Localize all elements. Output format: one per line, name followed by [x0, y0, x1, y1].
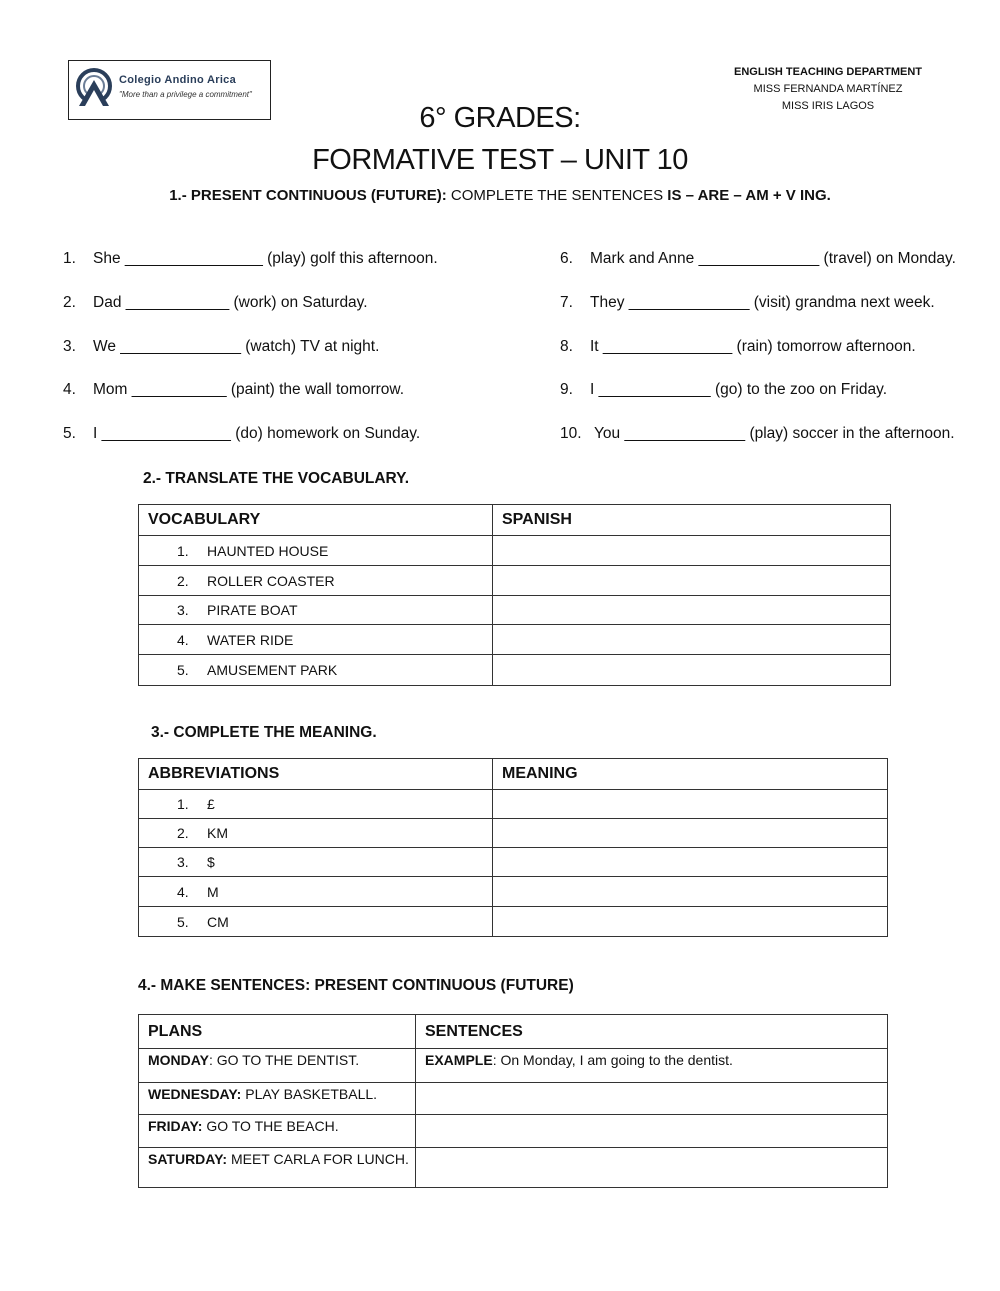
section-1-instruction: COMPLETE THE SENTENCES: [450, 187, 664, 204]
abbreviation: 5. CM: [139, 907, 493, 937]
table-row: [139, 790, 888, 819]
teacher-name: MISS FERNANDA MARTÍNEZ: [753, 83, 903, 95]
abbreviation: 1. £: [139, 790, 493, 819]
translation-cell[interactable]: [493, 655, 891, 686]
page-title: 6° GRADES:: [419, 102, 581, 134]
exercise-sentence: 1. She ________________ (play) golf this afternoon.: [63, 250, 438, 267]
plan-cell: MONDAY: GO TO THE DENTIST.: [139, 1049, 416, 1083]
exercise-sentence: 8. It _______________ (rain) tomorrow afternoon.: [560, 338, 916, 355]
table-row: [139, 596, 891, 625]
section-1-forms: IS – ARE – AM + V ING.: [667, 187, 831, 204]
abbreviation: 3. $: [139, 848, 493, 877]
abbreviation: 2. KM: [139, 819, 493, 848]
exercise-sentence: 3. We ______________ (watch) TV at night.: [63, 338, 380, 355]
exercise-sentence: 10. You ______________ (play) soccer in the afternoon.: [560, 425, 955, 442]
meaning-cell[interactable]: [493, 819, 888, 848]
meaning-cell[interactable]: [493, 877, 888, 907]
meaning-cell[interactable]: [493, 848, 888, 877]
section-1-heading: [0, 187, 1000, 204]
column-header: SPANISH: [493, 505, 891, 536]
exercise-sentence: 7. They ______________ (visit) grandma next week.: [560, 294, 935, 311]
section-4-heading: 4.- MAKE SENTENCES: PRESENT CONTINUOUS (FUTURE): [138, 977, 574, 994]
table-row: [139, 1148, 888, 1188]
meaning-cell[interactable]: [493, 790, 888, 819]
abbreviations-table: [138, 758, 888, 937]
exercise-sentence: 4. Mom ___________ (paint) the wall tomorrow.: [63, 381, 405, 398]
exercise-sentence: 9. I _____________ (go) to the zoo on Friday.: [560, 381, 888, 398]
sentence-cell[interactable]: [416, 1115, 888, 1148]
column-header: SENTENCES: [416, 1015, 888, 1049]
section-3-heading: 3.- COMPLETE THE MEANING.: [151, 724, 377, 741]
translation-cell[interactable]: [493, 596, 891, 625]
teacher-name: MISS IRIS LAGOS: [781, 100, 875, 112]
translation-cell[interactable]: [493, 536, 891, 566]
column-header: ABBREVIATIONS: [139, 759, 493, 790]
table-row: [139, 907, 888, 937]
column-header: MEANING: [493, 759, 888, 790]
table-row: [139, 536, 891, 566]
vocabulary-table: [138, 504, 891, 686]
plan-cell: FRIDAY: GO TO THE BEACH.: [139, 1115, 416, 1148]
translation-cell[interactable]: [493, 566, 891, 596]
department-name: ENGLISH TEACHING DEPARTMENT: [733, 66, 923, 78]
table-row: [139, 566, 891, 596]
table-row: [139, 819, 888, 848]
section-1-title: 1.- PRESENT CONTINUOUS (FUTURE):: [169, 187, 447, 204]
school-motto: "More than a privilege a commitment": [119, 90, 252, 99]
sentence-cell[interactable]: [416, 1083, 888, 1115]
plan-cell: WEDNESDAY: PLAY BASKETBALL.: [139, 1083, 416, 1115]
table-row: [139, 1083, 888, 1115]
vocabulary-word: 2. ROLLER COASTER: [139, 566, 493, 596]
column-header: VOCABULARY: [139, 505, 493, 536]
vocabulary-word: 5. AMUSEMENT PARK: [139, 655, 493, 686]
table-row: [139, 625, 891, 655]
column-header: PLANS: [139, 1015, 416, 1049]
page-subtitle: FORMATIVE TEST – UNIT 10: [312, 144, 688, 176]
abbreviation: 4. M: [139, 877, 493, 907]
vocabulary-word: 4. WATER RIDE: [139, 625, 493, 655]
table-row: [139, 877, 888, 907]
plan-cell: SATURDAY: MEET CARLA FOR LUNCH.: [139, 1148, 416, 1188]
table-row: [139, 1049, 888, 1083]
table-row: [139, 848, 888, 877]
plans-table: [138, 1014, 888, 1188]
exercise-sentence: 6. Mark and Anne ______________ (travel) on Monday.: [560, 250, 956, 267]
table-row: [139, 655, 891, 686]
exercise-sentence: 2. Dad ____________ (work) on Saturday.: [63, 294, 368, 311]
vocabulary-word: 1. HAUNTED HOUSE: [139, 536, 493, 566]
sentence-cell[interactable]: [416, 1148, 888, 1188]
section-2-heading: 2.- TRANSLATE THE VOCABULARY.: [143, 470, 410, 487]
table-row: [139, 1115, 888, 1148]
meaning-cell[interactable]: [493, 907, 888, 937]
exercise-sentence: 5. I _______________ (do) homework on Sunday.: [63, 425, 421, 442]
school-name: Colegio Andino Arica: [119, 74, 237, 86]
vocabulary-word: 3. PIRATE BOAT: [139, 596, 493, 625]
translation-cell[interactable]: [493, 625, 891, 655]
sentence-cell[interactable]: EXAMPLE: On Monday, I am going to the dentist.: [416, 1049, 888, 1083]
